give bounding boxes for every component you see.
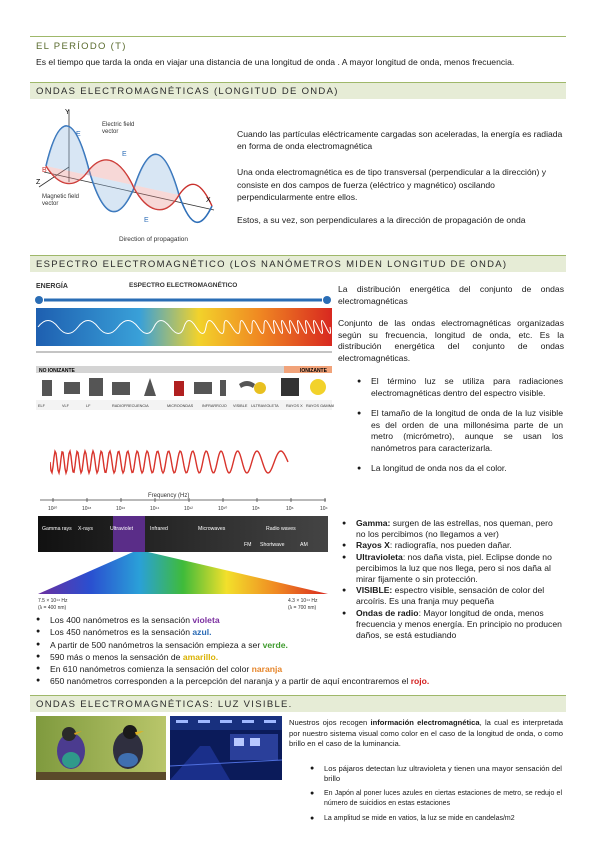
band-microwaves: Microwaves: [198, 526, 226, 532]
frequency-axis-label: Frequency (Hz): [148, 493, 190, 499]
frequency-tick-label: 10⁸: [252, 506, 260, 512]
frequency-tick-label: 10¹⁸: [82, 506, 92, 512]
svg-text:Shortwave: Shortwave: [260, 542, 285, 548]
section-title-luz: ONDAS ELECTROMAGNÉTICAS: LUZ VISIBLE.: [30, 695, 566, 712]
magnetic-field-label: Magnetic field: [42, 194, 80, 200]
svg-text:VISIBLE: VISIBLE: [233, 404, 248, 408]
list-item: ● El tamaño de la longitud de onda de la luz visible es del orden de una millonésima parte de un metro (micrómetro), aunque se usan los nanómetros para caracterizarla.: [357, 408, 563, 454]
svg-text:LF: LF: [86, 404, 91, 408]
svg-text:RAYOS X: RAYOS X: [286, 404, 303, 408]
list-item: ● En 610 nanómetros comienza la sensación del color naranja: [36, 663, 566, 675]
no-ionizante-label: NO IONIZANTE: [39, 368, 75, 374]
periodo-text: Es el tiempo que tarda la onda en viajar una distancia de una longitud de onda . A mayor longitud de onda, menos frecuencia.: [36, 57, 515, 67]
list-item: ● Los 450 nanómetros es la sensación azul.: [36, 626, 566, 638]
list-item: ● 650 nanómetros corresponden a la percepción del naranja y a partir de aquí encontraremos el rojo.: [36, 675, 566, 687]
list-item: ● Los 400 nanómetros es la sensación violeta: [36, 614, 566, 626]
band-infrared: Infrared: [150, 526, 168, 532]
svg-text:E: E: [144, 217, 149, 224]
electric-field-label: Electric field: [102, 122, 135, 128]
list-item: ● A partir de 500 nanómetros la sensación empieza a ser verde.: [36, 639, 566, 651]
energia-label: ENERGÍA: [36, 283, 68, 290]
frequency-tick-label: 10¹⁰: [218, 506, 228, 512]
svg-text:ULTRAVIOLETA: ULTRAVIOLETA: [251, 404, 279, 408]
section-title-periodo: EL PERÍODO (T): [30, 36, 566, 56]
section-title-ondas: ONDAS ELECTROMAGNÉTICAS (LONGITUD DE ONDA): [30, 82, 566, 99]
svg-text:vector: vector: [42, 201, 59, 207]
svg-text:FM: FM: [244, 542, 252, 548]
svg-text:ELF: ELF: [38, 404, 45, 408]
list-item: ● Ondas de radio: Mayor longitud de onda, menos frecuencia y menos energía. En principio no producen daños, se está estudiando: [342, 608, 564, 642]
nm-list: [36, 614, 566, 688]
luz-bullets: [357, 376, 563, 475]
list-item: ● La longitud de onda nos da el color.: [357, 463, 563, 475]
ondas-p2: Una onda electromagnética es de tipo transversal (perpendicular a la dirección) y consiste en dos campos de fuerza (eléctrico y magnético) oscilando perpendicularmente entre ellos.: [237, 167, 547, 202]
band-gamma: Gamma rays: [42, 526, 72, 532]
frequency-tick-label: 10²⁰: [48, 506, 58, 512]
list-item: ● Ultravioleta: nos daña vista, piel. Eclipse donde no percibimos la luz que nos llega, pero si nos daña al mirar fijamente o sin protección.: [342, 552, 564, 586]
list-item: ● En Japón al poner luces azules en ciertas estaciones de metro, se redujo el número de suicidios en estas estaciones: [310, 789, 562, 809]
frequency-tick-label: 10¹⁴: [150, 506, 160, 512]
band-xrays: X-rays: [78, 526, 93, 532]
note-400nm-freq: 7.5 × 10¹⁴ Hz: [38, 598, 68, 604]
band-uv: Ultraviolet: [110, 526, 134, 532]
list-item: ● Rayos X: radiografía, nos pueden dañar.: [342, 540, 564, 551]
frequency-spectrum: [38, 488, 328, 614]
axis-x-label: X: [206, 197, 211, 204]
spectrum-infographic: [34, 278, 334, 414]
note-400nm: (λ = 400 nm): [38, 605, 67, 611]
list-item: ● Los pájaros detectan luz ultravioleta y tienen una mayor sensación del brillo: [310, 764, 562, 784]
svg-text:MICROONDAS: MICROONDAS: [167, 404, 194, 408]
subway-photo: [170, 716, 282, 780]
ionizante-label: IONIZANTE: [300, 368, 327, 374]
luz-visible-bullets: [310, 764, 562, 824]
note-700nm-freq: 4.3 × 10¹⁴ Hz: [288, 598, 318, 604]
list-item: ● La amplitud se mide en vatios, la luz se mide en candelas/m2: [310, 814, 562, 824]
svg-text:RAYOS GAMMA: RAYOS GAMMA: [306, 404, 334, 408]
svg-text:INFRARROJO: INFRARROJO: [202, 404, 227, 408]
frequency-wave: [50, 448, 290, 476]
svg-text:vector: vector: [102, 129, 119, 135]
b-label: B: [42, 167, 47, 174]
svg-text:E: E: [122, 151, 127, 158]
frequency-tick-label: 10⁴: [320, 506, 328, 512]
espectro-p1: La distribución energética del conjunto de ondas electromagnéticas: [338, 284, 564, 306]
frequency-tick-label: 10⁶: [286, 506, 294, 512]
e-label: E: [76, 131, 81, 138]
list-item: ● 590 más o menos la sensación de amarillo.: [36, 651, 566, 663]
svg-text:RADIOFRECUENCIA: RADIOFRECUENCIA: [112, 404, 149, 408]
ondas-p1: Cuando las partículas eléctricamente cargadas son aceleradas, la energía es radiada en forma de onda electromagnética: [237, 129, 563, 151]
espectro-label: ESPECTRO ELECTROMAGNÉTICO: [129, 282, 238, 289]
axis-z-label: Z: [36, 179, 41, 186]
band-radio: Radio waves: [266, 526, 296, 532]
section-title-espectro: ESPECTRO ELECTROMAGNÉTICO (LOS NANÓMETROS MIDEN LONGITUD DE ONDA): [30, 255, 566, 272]
note-700nm: (λ = 700 nm): [288, 605, 317, 611]
list-item: ● El término luz se utiliza para radiaciones electromagnéticas dentro del espectro visible.: [357, 376, 563, 399]
luz-visible-p1: Nuestros ojos recogen información electromagnética, la cual es interpretada por nuestro sistema visual como color en el caso de la longitud de onda, o como brillo en el caso de la luminancia.: [289, 718, 564, 748]
birds-photo: [36, 716, 166, 780]
svg-text:VLF: VLF: [62, 404, 69, 408]
espectro-p2: Conjunto de las ondas electromagnéticas organizadas según su frecuencia, longitud de onda, etc. Es la distribución energética del conjunto de ondas electromagnéticas.: [338, 318, 564, 363]
direction-label: Direction of propagation: [119, 236, 189, 243]
axis-y-label: Y: [65, 109, 70, 116]
list-item: ● VISIBLE: espectro visible, sensación de color del arcoíris. Es una franja muy pequeña: [342, 585, 564, 607]
list-item: ● Gamma: surgen de las estrellas, nos queman, pero no los percibimos (no llegamos a ver): [342, 518, 564, 540]
frequency-tick-label: 10¹²: [184, 506, 193, 512]
frequency-tick-label: 10¹⁶: [116, 506, 126, 512]
em-wave-diagram: [34, 102, 224, 244]
ondas-p3: Estos, a su vez, son perpendiculares a la dirección de propagación de onda: [237, 215, 526, 225]
svg-text:AM: AM: [300, 542, 308, 548]
